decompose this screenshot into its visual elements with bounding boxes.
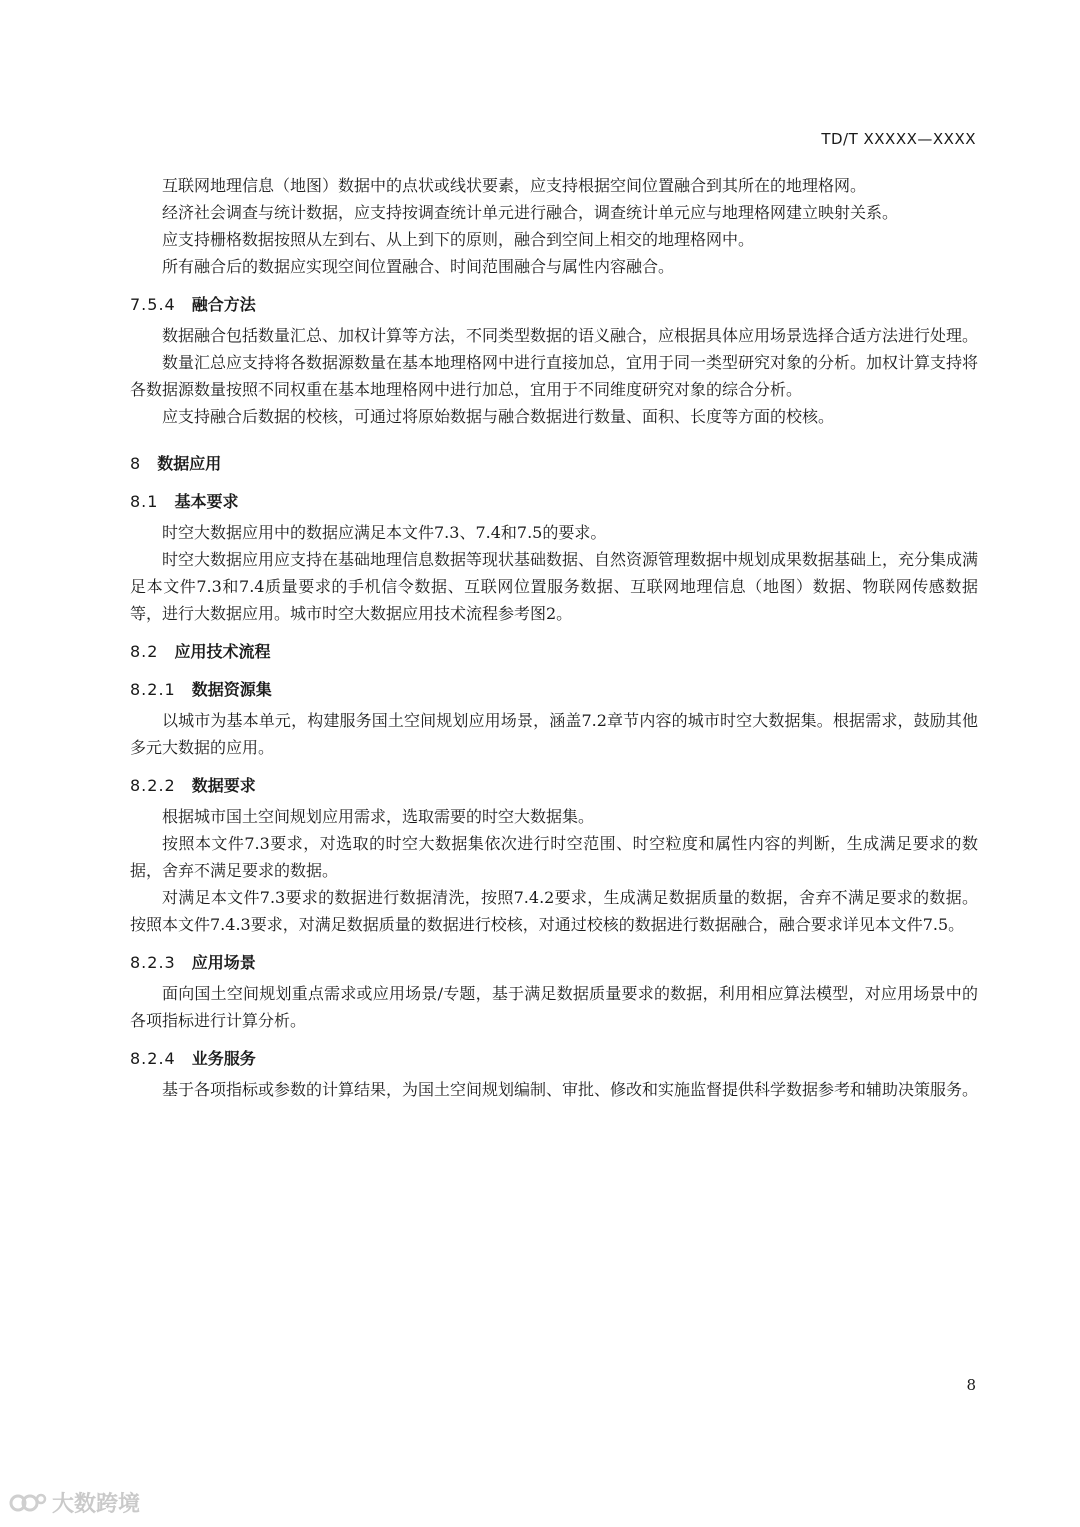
section-number: 8.2.1 xyxy=(130,680,176,699)
section-heading-8-2-2 xyxy=(130,772,978,799)
watermark-text: 大数跨境 xyxy=(52,1492,141,1517)
section-number: 8 xyxy=(130,454,142,473)
section-title: 应用技术流程 xyxy=(174,642,271,661)
watermark xyxy=(8,1487,140,1518)
section-heading-8-2 xyxy=(130,638,978,665)
paragraph: 对满足本文件7.3要求的数据进行数据清洗，按照7.4.2要求，生成满足数据质量的数据，舍弃不满足要求的数据。按照本文件7.4.3要求，对满足数据质量的数据进行校核，对通过校核的数据进行数据融合，融合要求详见本文件7.5。 xyxy=(130,888,978,934)
section-heading-8-1 xyxy=(130,488,978,515)
document-body xyxy=(130,172,978,1103)
section-title: 业务服务 xyxy=(191,1049,256,1068)
paragraph: 时空大数据应用中的数据应满足本文件7.3、7.4和7.5的要求。 xyxy=(162,523,607,542)
section-heading-8-2-1 xyxy=(130,676,978,703)
section-number: 7.5.4 xyxy=(130,295,176,314)
paragraph: 根据城市国土空间规划应用需求，选取需要的时空大数据集。 xyxy=(162,807,595,826)
section-title: 数据资源集 xyxy=(191,680,272,699)
paragraph: 数据融合包括数量汇总、加权计算等方法，不同类型数据的语义融合，应根据具体应用场景选择合适方法进行处理。 xyxy=(162,326,979,345)
section-title: 应用场景 xyxy=(191,953,256,972)
paragraph: 基于各项指标或参数的计算结果，为国土空间规划编制、审批、修改和实施监督提供科学数据参考和辅助决策服务。 xyxy=(162,1080,979,1099)
section-title: 数据应用 xyxy=(157,454,222,473)
paragraph: 按照本文件7.3要求，对选取的时空大数据集依次进行时空范围、时空粒度和属性内容的判断，生成满足要求的数据，舍弃不满足要求的数据。 xyxy=(130,834,978,880)
paragraph: 应支持栅格数据按照从左到右、从上到下的原则，融合到空间上相交的地理格网中。 xyxy=(162,230,755,249)
section-number: 8.2.3 xyxy=(130,953,176,972)
section-number: 8.2.2 xyxy=(130,776,176,795)
section-heading-8-2-3 xyxy=(130,949,978,976)
standard-code: TD/T XXXXX—XXXX xyxy=(821,130,976,148)
section-number: 8.1 xyxy=(130,492,159,511)
paragraph: 经济社会调查与统计数据，应支持按调查统计单元进行融合，调查统计单元应与地理格网建立映射关系。 xyxy=(162,203,899,222)
paragraph: 时空大数据应用应支持在基础地理信息数据等现状基础数据、自然资源管理数据中规划成果数据基础上，充分集成满足本文件7.3和7.4质量要求的手机信令数据、互联网位置服务数据、互联网地理信息（地图）数据、物联网传感数据等，进行大数据应用。城市时空大数据应用技术流程参考图2。 xyxy=(130,550,979,623)
section-title: 数据要求 xyxy=(191,776,256,795)
paragraph: 互联网地理信息（地图）数据中的点状或线状要素，应支持根据空间位置融合到其所在的地理格网。 xyxy=(162,176,867,195)
paragraph: 面向国土空间规划重点需求或应用场景/专题，基于满足数据质量要求的数据，利用相应算法模型，对应用场景中的各项指标进行计算分析。 xyxy=(130,984,978,1030)
section-heading-7-5-4 xyxy=(130,291,978,318)
page-number: 8 xyxy=(966,1376,976,1394)
section-number: 8.2 xyxy=(130,642,159,661)
section-title: 基本要求 xyxy=(174,492,239,511)
section-heading-8-2-4 xyxy=(130,1045,978,1072)
watermark-logo-icon xyxy=(8,1488,48,1518)
section-title: 融合方法 xyxy=(191,295,256,314)
section-number: 8.2.4 xyxy=(130,1049,176,1068)
paragraph: 数量汇总应支持将各数据源数量在基本地理格网中进行直接加总，宜用于同一类型研究对象的分析。加权计算支持将各数据源数量按照不同权重在基本地理格网中进行加总，宜用于不同维度研究对象的综合分析。 xyxy=(130,353,979,399)
paragraph: 应支持融合后数据的校核，可通过将原始数据与融合数据进行数量、面积、长度等方面的校核。 xyxy=(162,407,835,426)
chapter-heading-8 xyxy=(130,450,978,477)
paragraph: 所有融合后的数据应实现空间位置融合、时间范围融合与属性内容融合。 xyxy=(162,257,675,276)
paragraph: 以城市为基本单元，构建服务国土空间规划应用场景，涵盖7.2章节内容的城市时空大数据集。根据需求，鼓励其他多元大数据的应用。 xyxy=(130,711,978,757)
